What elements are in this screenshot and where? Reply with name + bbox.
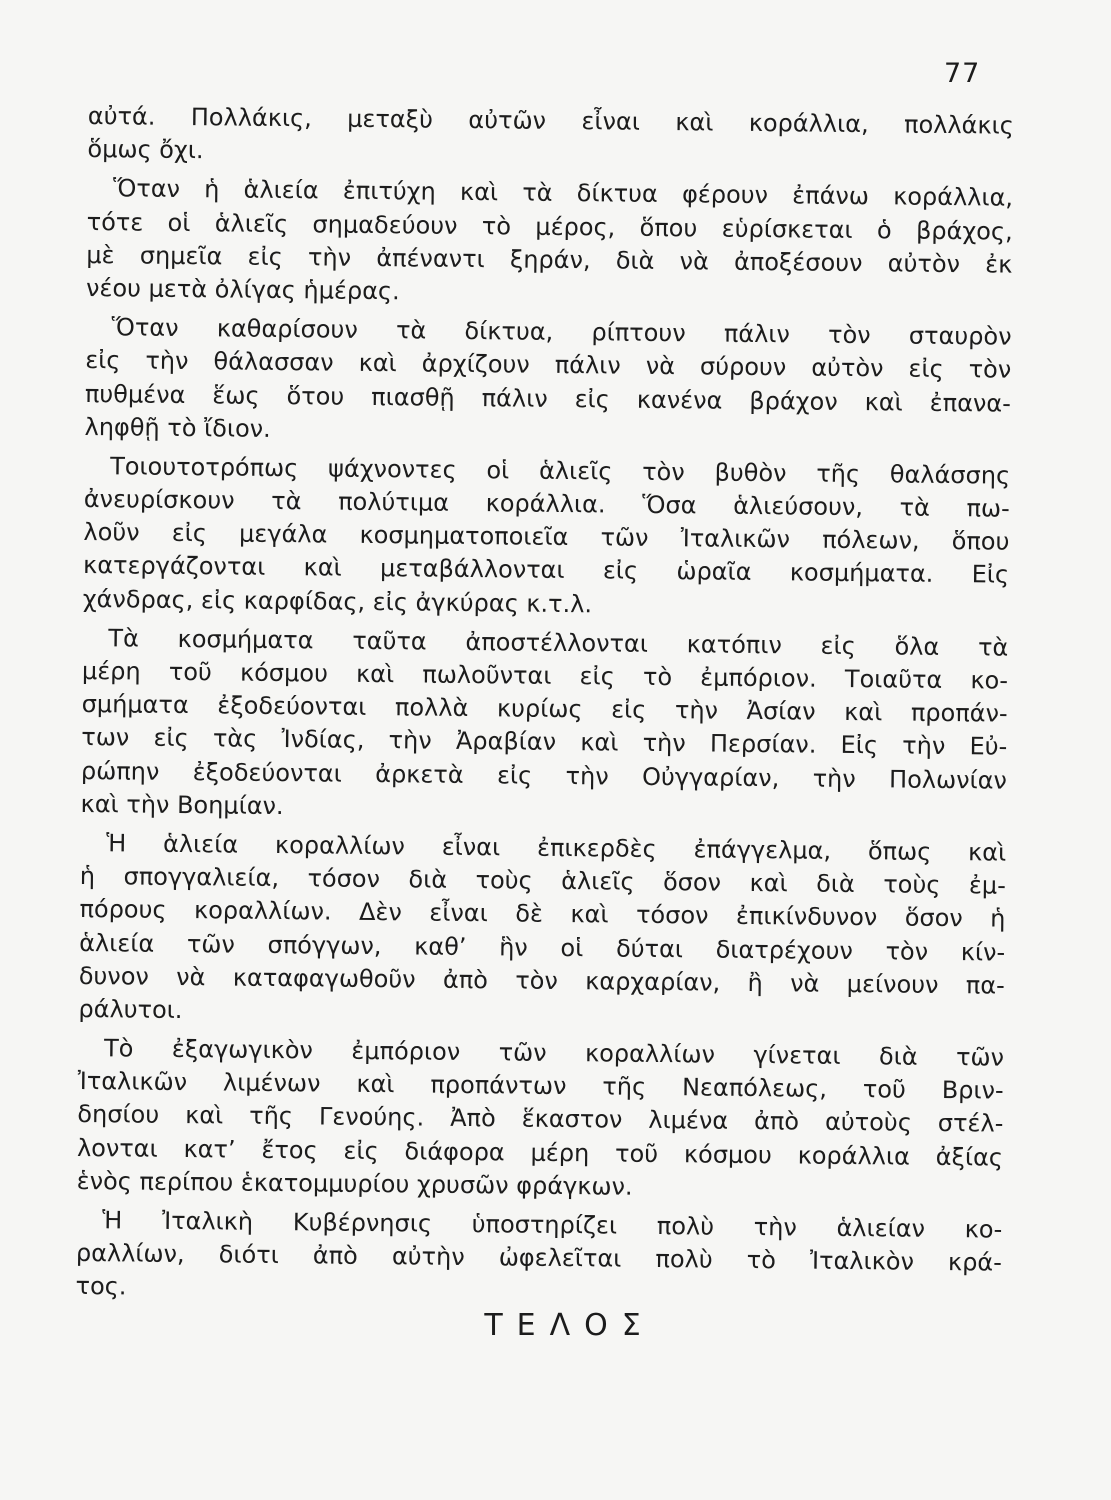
text-line: ραλλίων, διότι ἀπὸ αὐτὴν ὠφελεῖται πολὺ τὸ Ἰταλικὸν κρά- [75,1239,1003,1277]
text-line: Ὅταν ἡ ἁλιεία ἐπιτύχη καὶ τὰ δίκτυα φέρουν ἐπάνω κοράλλια, [112,174,1014,213]
body-text [75,100,1014,1313]
text-line: λοῦν εἰς μεγάλα κοσμηματοποιεῖα τῶν Ἰταλικῶν πόλεων, ὅπου [83,518,1010,556]
end-mark: ΤΕΛΟΣ [484,1308,655,1343]
text-line: ἀνευρίσκουν τὰ πολύτιμα κοράλλια. Ὅσα ἁλιεύσουν, τὰ πω- [83,485,1010,523]
text-line: Ἰταλικῶν λιμένων καὶ προπάντων τῆς Νεαπόλεως, τοῦ Βριν- [77,1067,1004,1105]
text-line: μέρη τοῦ κόσμου καὶ πωλοῦνται εἰς τὸ ἐμπόριον. Τοιαῦτα κο- [81,656,1009,695]
text-line: κατεργάζονται καὶ μεταβάλλονται εἰς ὡραῖα κοσμήματα. Εἰς [82,551,1010,590]
text-line: δυνον νὰ καταφαγωθοῦν ἀπὸ τὸν καρχαρίαν, ἢ νὰ μείνουν πα- [78,961,1005,1000]
text-line: ρώπην ἐξοδεύονται ἀρκετὰ εἰς τὴν Οὐγγαρίαν, τὴν Πολωνίαν [80,756,1008,795]
text-line: αὐτά. Πολλάκις, μεταξὺ αὐτῶν εἶναι καὶ κοράλλια, πολλάκις [87,101,1014,140]
text-line: πυθμένα ἕως ὅτου πιασθῇ πάλιν εἰς κανένα βράχον καὶ ἐπανα- [84,379,1012,418]
text-line: Τὸ ἐξαγωγικὸν ἐμπόριον τῶν κοραλλίων γίνεται διὰ τῶν [103,1034,1005,1072]
page-number: 77 [944,58,981,89]
text-line: σμήματα ἐξοδεύονται πολλὰ κυρίως εἰς τὴν Ἀσίαν καὶ προπάν- [81,690,1008,728]
text-line: ὅμως ὄχι. [87,135,204,165]
text-line: τος. [75,1272,127,1301]
text-line: εἰς τὴν θάλασσαν καὶ ἀρχίζουν πάλιν νὰ σύρουν αὐτὸν εἰς τὸν [85,346,1012,384]
text-line: χάνδρας, εἰς καρφίδας, εἰς ἀγκύρας κ.τ.λ. [82,584,593,618]
text-line: Ὅταν καθαρίσουν τὰ δίκτυα, ρίπτουν πάλιν τὸν σταυρὸν [111,313,1012,351]
text-line: ἁλιεία τῶν σπόγγων, καθ’ ἣν οἱ δύται διατρέχουν τὸν κίν- [79,928,1006,967]
text-line: ράλυτοι. [78,994,183,1024]
text-line: των εἰς τὰς Ἰνδίας, τὴν Ἀραβίαν καὶ τὴν Περσίαν. Εἰς τὴν Εὐ- [81,723,1008,762]
text-line: ἑνὸς περίπου ἑκατομμυρίου χρυσῶν φράγκων. [76,1166,633,1201]
text-line: Ἡ Ἰταλικὴ Κυβέρνησις ὑποστηρίζει πολὺ τὴν ἁλιείαν κο- [102,1206,1003,1244]
text-line: ληφθῇ τὸ ἴδιον. [84,412,271,443]
text-line: μὲ σημεῖα εἰς τὴν ἀπέναντι ξηράν, διὰ νὰ ἀποξέσουν αὐτὸν ἐκ [86,240,1013,279]
text-line: δησίου καὶ τῆς Γενούης. Ἀπὸ ἕκαστον λιμένα ἀπὸ αὐτοὺς στέλ- [77,1100,1004,1139]
text-line: Τὰ κοσμήματα ταῦτα ἀποστέλλονται κατόπιν εἰς ὅλα τὰ [108,624,1009,662]
text-line: Τοιουτοτρόπως ψάχνοντες οἱ ἁλιεῖς τὸν βυθὸν τῆς θαλάσσης [110,452,1011,490]
text-line: ἡ σπογγαλιεία, τόσον διὰ τοὺς ἁλιεῖς ὅσον καὶ διὰ τοὺς ἐμ- [79,862,1006,900]
text-line: Ἡ ἁλιεία κοραλλίων εἶναι ἐπικερδὲς ἐπάγγελμα, ὅπως καὶ [106,829,1007,867]
text-line: νέου μετὰ ὀλίγας ἡμέρας. [85,273,400,306]
text-line: καὶ τὴν Βοημίαν. [80,789,284,820]
text-line: πόρους κοραλλίων. Δὲν εἶναι δὲ καὶ τόσον ἐπικίνδυνον ὅσον ἡ [79,895,1006,933]
text-line: λονται κατ’ ἔτος εἰς διάφορα μέρη τοῦ κόσμου κοράλλια ἀξίας [76,1133,1004,1172]
text-line: τότε οἱ ἁλιεῖς σημαδεύουν τὸ μέρος, ὅπου εὑρίσκεται ὁ βράχος, [86,207,1013,246]
